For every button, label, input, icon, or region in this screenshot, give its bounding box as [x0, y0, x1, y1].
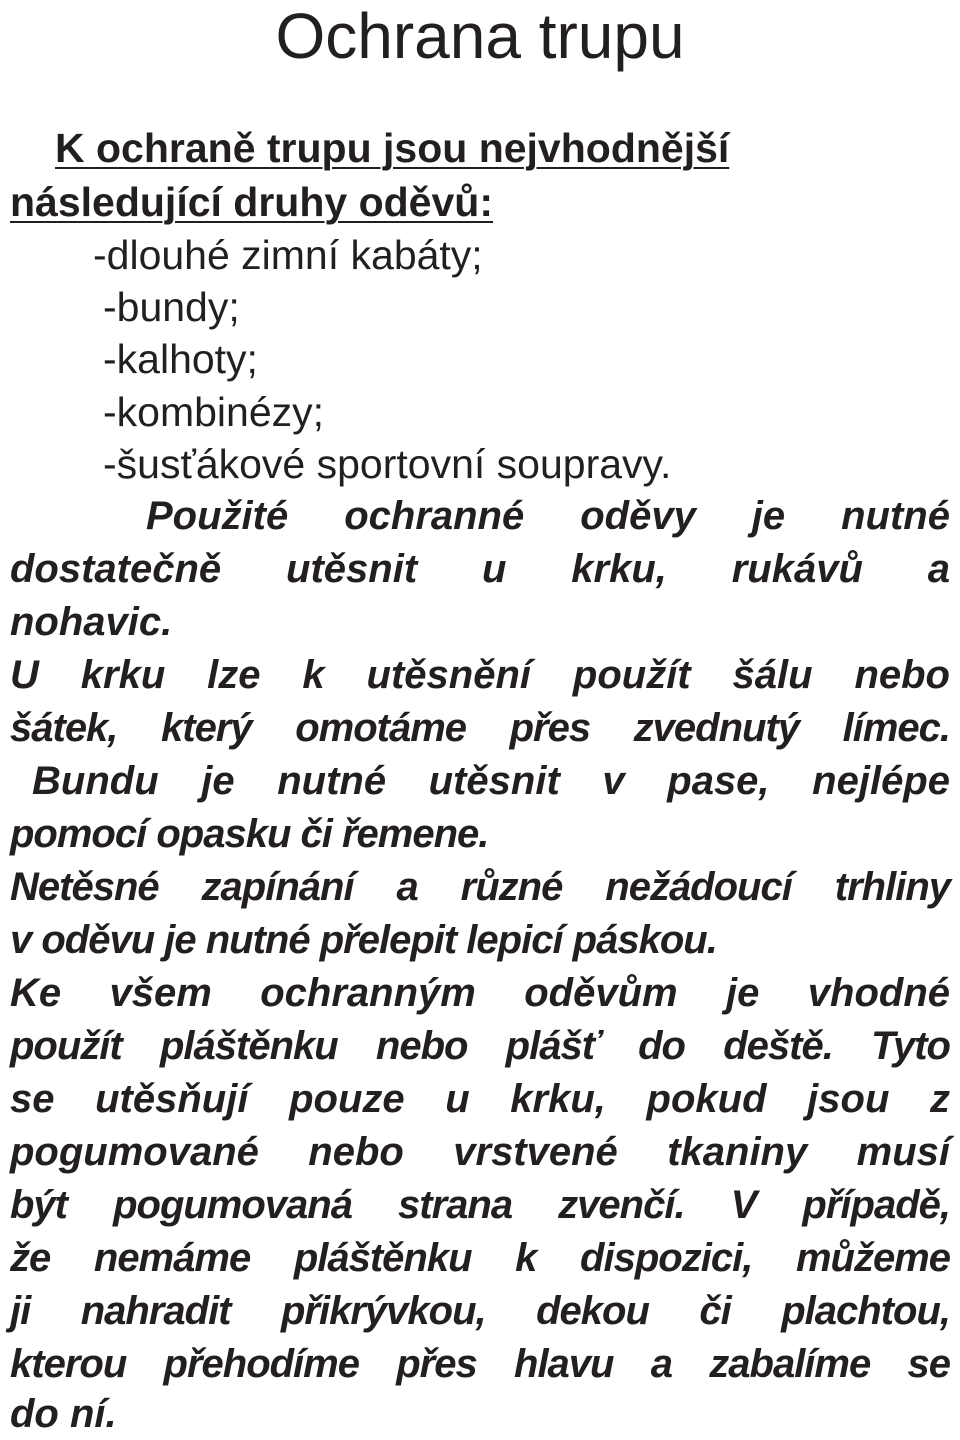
list-item: -dlouhé zimní kabáty;: [93, 232, 483, 278]
paragraph-line: kterou přehodíme přes hlavu a zabalíme se: [10, 1342, 950, 1386]
paragraph-line: pomocí opasku či řemene.: [10, 812, 489, 856]
paragraph-line: Bundu je nutné utěsnit v pase, nejlépe: [32, 759, 950, 803]
paragraph-line: Netěsné zapínání a různé nežádoucí trhliny: [10, 865, 950, 909]
paragraph-line: v oděvu je nutné přelepit lepicí páskou.: [10, 918, 717, 962]
paragraph-line: dostatečně utěsnit u krku, rukávů a: [10, 547, 950, 591]
list-item: -šusťákové sportovní soupravy.: [103, 441, 672, 487]
paragraph-line: ji nahradit přikrývkou, dekou či plachtou,: [10, 1289, 950, 1333]
paragraph-line: šátek, který omotáme přes zvednutý límec.: [10, 706, 950, 750]
intro-line-2: následující druhy oděvů:: [10, 179, 493, 225]
paragraph-line: použít pláštěnku nebo plášť do deště. Tyto: [10, 1024, 950, 1068]
paragraph-line: být pogumovaná strana zvenčí. V případě,: [10, 1183, 950, 1227]
paragraph-line: nohavic.: [10, 600, 173, 644]
intro-line-1: K ochraně trupu jsou nejvhodnější: [55, 125, 730, 171]
list-item: -kalhoty;: [103, 336, 258, 382]
list-item: -bundy;: [103, 284, 240, 330]
page-title: Ochrana trupu: [275, 0, 685, 72]
paragraph-line: Ke všem ochranným oděvům je vhodné: [10, 971, 950, 1015]
paragraph-line: Použité ochranné oděvy je nutné: [146, 494, 950, 538]
paragraph-line: že nemáme pláštěnku k dispozici, můžeme: [10, 1236, 950, 1280]
paragraph-line: se utěsňují pouze u krku, pokud jsou z: [10, 1077, 950, 1121]
paragraph-line: U krku lze k utěsnění použít šálu nebo: [10, 653, 950, 697]
paragraph-line: do ní.: [10, 1392, 117, 1436]
paragraph-line: pogumované nebo vrstvené tkaniny musí: [10, 1130, 950, 1174]
list-item: -kombinézy;: [103, 389, 325, 435]
